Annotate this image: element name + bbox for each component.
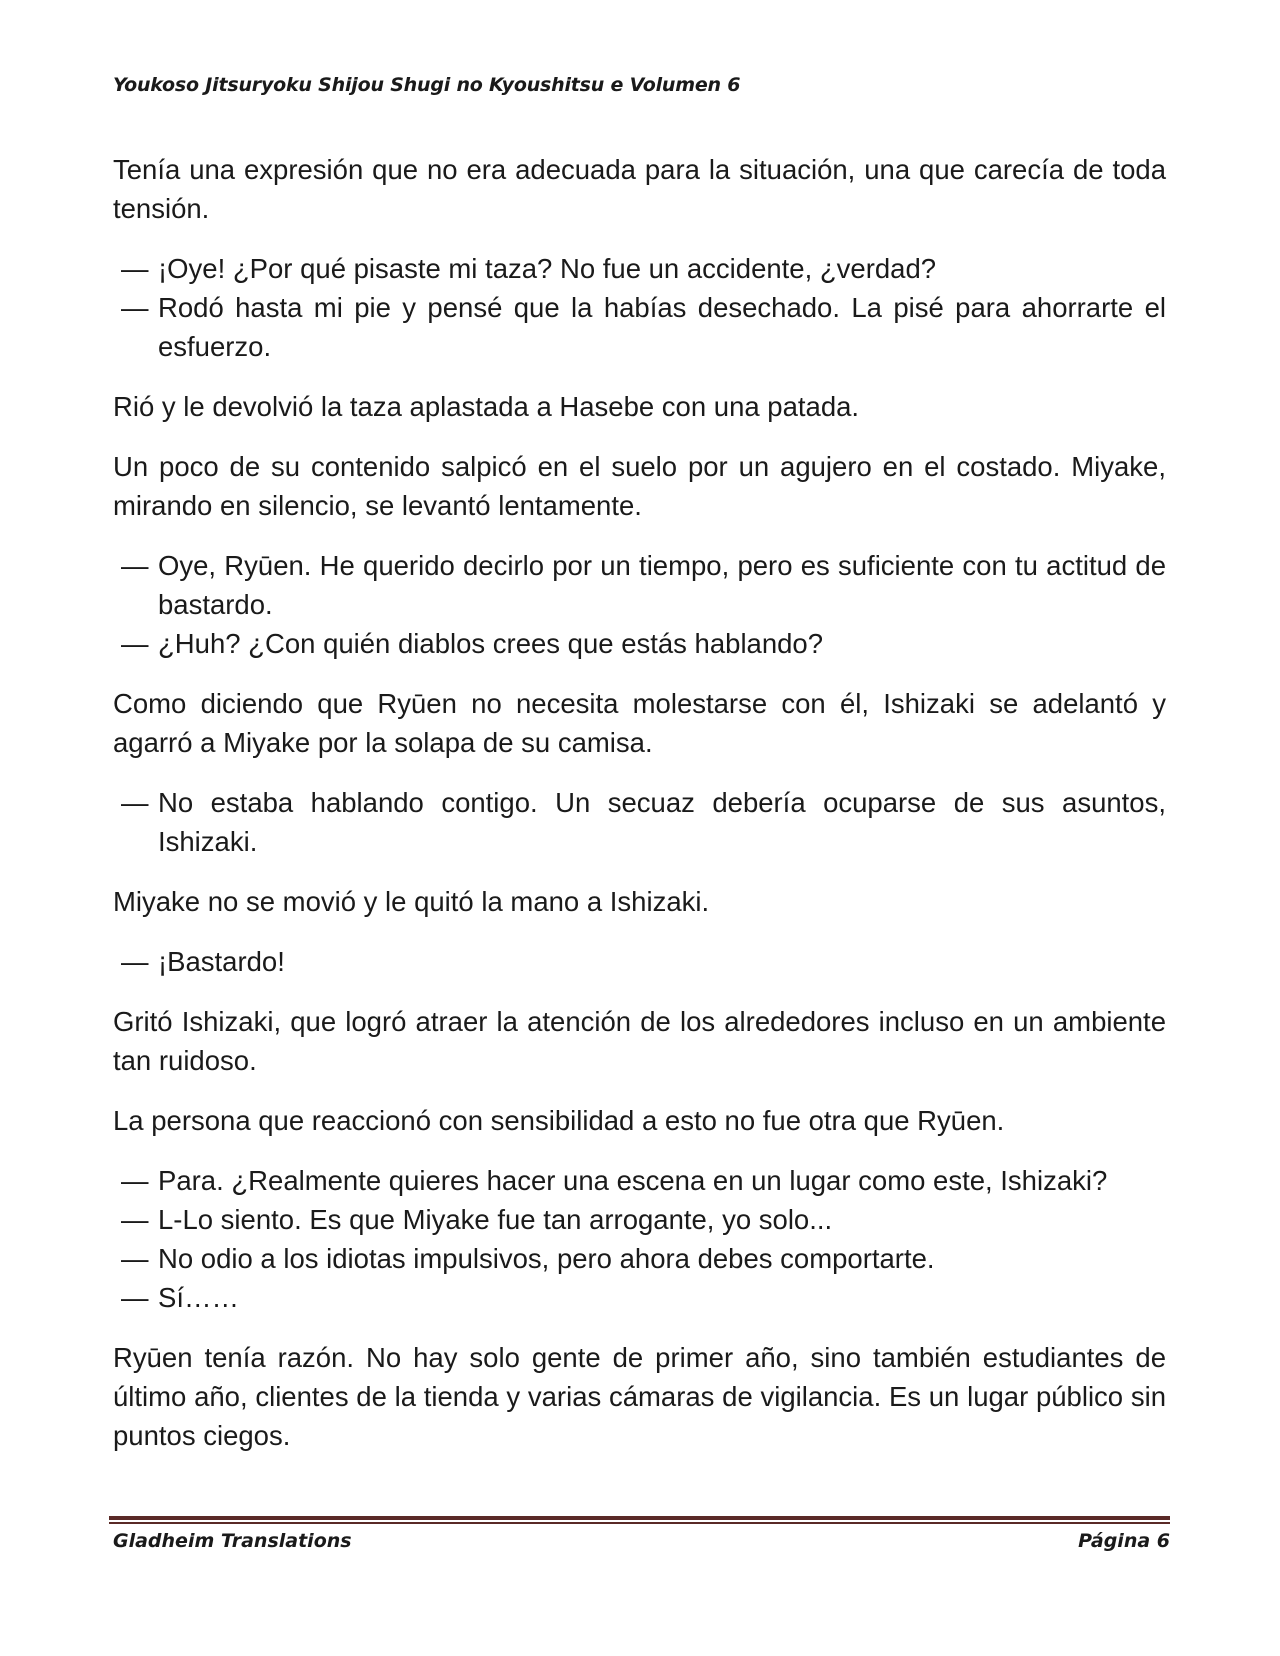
footer-credit: Gladheim Translations xyxy=(113,1530,352,1552)
paragraph: Gritó Ishizaki, que logró atraer la atención de los alrededores incluso en un ambiente tan ruidoso. xyxy=(113,1006,1166,1076)
dialog-line xyxy=(113,249,1166,288)
dialog-dash: — xyxy=(121,1282,149,1313)
dialog-line xyxy=(113,1239,1166,1278)
dialog-dash: — xyxy=(121,628,149,659)
dialog-line xyxy=(113,942,1166,981)
dialog-text: Sí…… xyxy=(158,1282,239,1313)
paragraph: Un poco de su contenido salpicó en el suelo por un agujero en el costado. Miyake, mirando en silencio, se levantó lentamente. xyxy=(113,451,1166,521)
dialog-line xyxy=(113,546,1166,624)
dialog-text: No odio a los idiotas impulsivos, pero ahora debes comportarte. xyxy=(158,1243,935,1274)
dialog-group xyxy=(113,546,1166,663)
header-title: Youkoso Jitsuryoku Shijou Shugi no Kyoushitsu e Volumen 6 xyxy=(113,74,741,96)
dialog-text: ¿Huh? ¿Con quién diablos crees que estás hablando? xyxy=(158,628,824,659)
dialog-dash: — xyxy=(121,253,149,284)
dialog-dash: — xyxy=(121,292,149,323)
dialog-dash: — xyxy=(121,787,149,818)
paragraph: Ryūen tenía razón. No hay solo gente de primer año, sino también estudiantes de último año, clientes de la tienda y varias cámaras de vigilancia. Es un lugar público sin puntos ciegos. xyxy=(113,1342,1166,1451)
paragraph: Rió y le devolvió la taza aplastada a Hasebe con una patada. xyxy=(113,391,860,422)
dialog-text: L-Lo siento. Es que Miyake fue tan arrogante, yo solo... xyxy=(158,1204,833,1235)
dialog-group xyxy=(113,942,1166,981)
footer-rule xyxy=(109,1516,1170,1524)
dialog-dash: — xyxy=(121,1204,149,1235)
dialog-group xyxy=(113,783,1166,861)
dialog-line xyxy=(113,1161,1166,1200)
paragraph: Tenía una expresión que no era adecuada para la situación, una que carecía de toda tensión. xyxy=(113,154,1166,224)
document-body xyxy=(113,150,1166,1476)
footer-rule-thin xyxy=(109,1522,1170,1524)
dialog-line xyxy=(113,288,1166,366)
dialog-line xyxy=(113,624,1166,663)
dialog-dash: — xyxy=(121,1243,149,1274)
dialog-text: ¡Bastardo! xyxy=(158,946,285,977)
dialog-text: Oye, Ryūen. He querido decirlo por un tiempo, pero es suficiente con tu actitud de bastardo. xyxy=(158,550,1166,620)
dialog-group xyxy=(113,1161,1166,1317)
footer-rule-thick xyxy=(109,1516,1170,1520)
dialog-dash: — xyxy=(121,1165,149,1196)
dialog-line xyxy=(113,1278,1166,1317)
dialog-text: Rodó hasta mi pie y pensé que la habías desechado. La pisé para ahorrarte el esfuerzo. xyxy=(158,292,1166,362)
dialog-line xyxy=(113,783,1166,861)
dialog-text: No estaba hablando contigo. Un secuaz debería ocuparse de sus asuntos, Ishizaki. xyxy=(158,787,1166,857)
dialog-text: Para. ¿Realmente quieres hacer una escena en un lugar como este, Ishizaki? xyxy=(158,1165,1108,1196)
page-number: Página 6 xyxy=(1078,1530,1170,1552)
dialog-text: ¡Oye! ¿Por qué pisaste mi taza? No fue un accidente, ¿verdad? xyxy=(158,253,937,284)
dialog-dash: — xyxy=(121,550,149,581)
dialog-group xyxy=(113,249,1166,366)
dialog-line xyxy=(113,1200,1166,1239)
paragraph: Como diciendo que Ryūen no necesita molestarse con él, Ishizaki se adelantó y agarró a Miyake por la solapa de su camisa. xyxy=(113,688,1166,758)
paragraph: La persona que reaccionó con sensibilidad a esto no fue otra que Ryūen. xyxy=(113,1105,1005,1136)
dialog-dash: — xyxy=(121,946,149,977)
paragraph: Miyake no se movió y le quitó la mano a Ishizaki. xyxy=(113,886,710,917)
